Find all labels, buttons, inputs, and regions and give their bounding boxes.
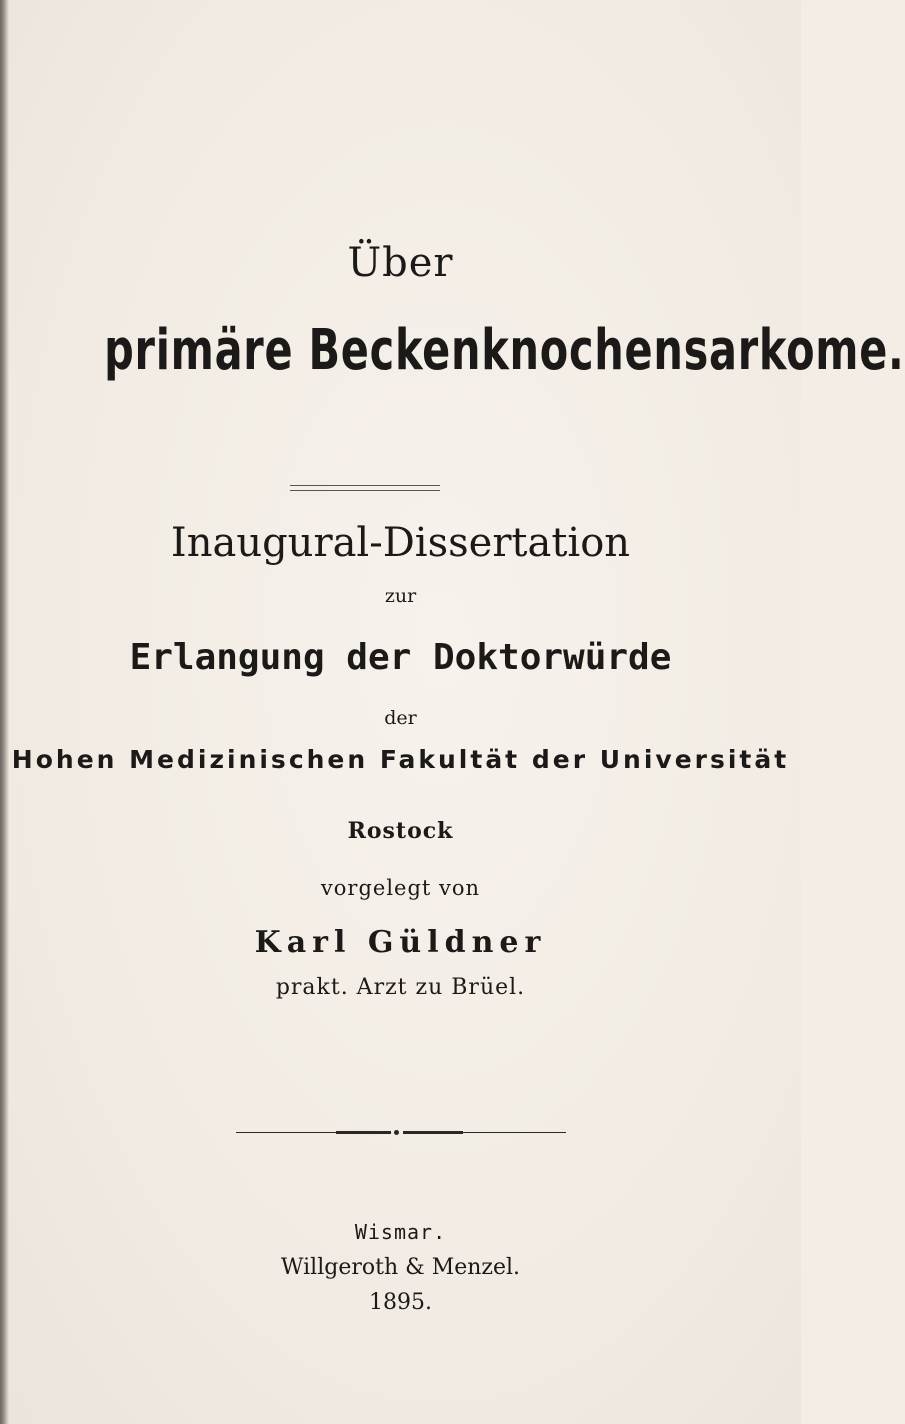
main-title: primäre Beckenknochensarkome. bbox=[104, 318, 905, 383]
author-name: Karl Güldner bbox=[254, 925, 547, 960]
university-city: Rostock bbox=[347, 818, 454, 844]
publisher: Willgeroth & Menzel. bbox=[280, 1255, 521, 1280]
purpose-line: Erlangung der Doktorwürde bbox=[129, 637, 672, 678]
publication-year: 1895. bbox=[369, 1290, 432, 1315]
publication-place: Wismar. bbox=[354, 1220, 447, 1244]
title-prefix: Über bbox=[347, 240, 454, 286]
faculty-line: Hohen Medizinischen Fakultät der Universität bbox=[11, 745, 790, 774]
dissertation-type: Inaugural-Dissertation bbox=[170, 520, 631, 566]
connector-zur: zur bbox=[384, 585, 417, 607]
rule-center-dot bbox=[394, 1130, 399, 1135]
ornamental-rule bbox=[236, 1131, 566, 1134]
connector-der: der bbox=[384, 707, 417, 729]
author-title: prakt. Arzt zu Brüel. bbox=[275, 975, 526, 1000]
decorative-double-rule bbox=[290, 485, 440, 491]
submitted-by-label: vorgelegt von bbox=[320, 876, 481, 900]
